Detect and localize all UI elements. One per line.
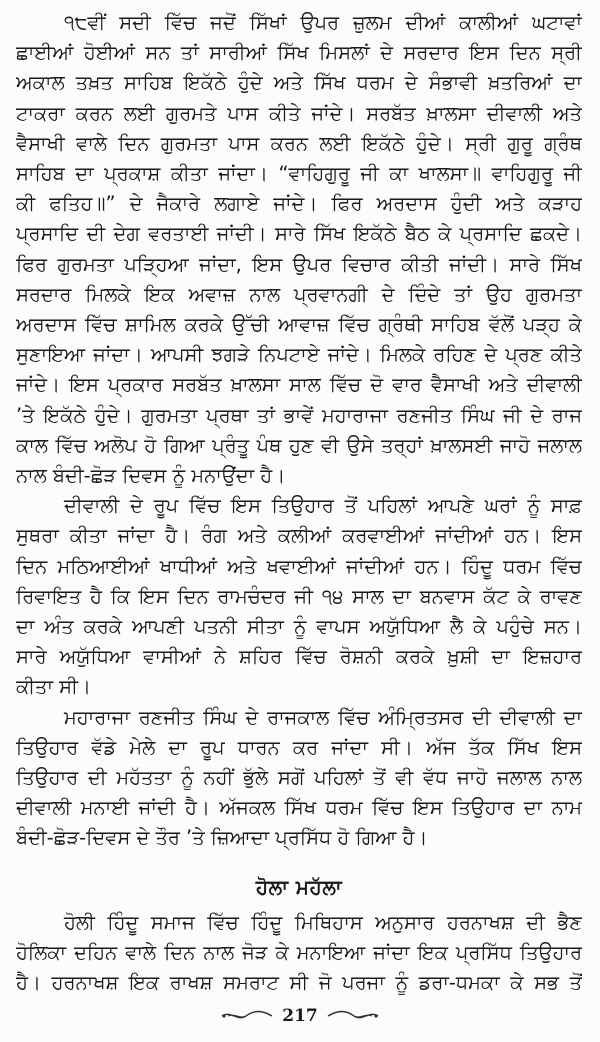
- text-line: ਸੁਥਰਾ ਕੀਤਾ ਜਾਂਦਾ ਹੈ। ਰੰਗ ਅਤੇ ਕਲੀਆਂ ਕਰਵਾਈਆਂ ਜਾਂਦੀਆਂ ਹਨ। ਇਸ: [16, 524, 582, 548]
- text-line: ਵੈਸਾਖੀ ਵਾਲੇ ਦਿਨ ਗੁਰਮਤਾ ਪਾਸ ਕਰਨ ਲਈ ਇਕੱਠੇ ਹੁੰਦੇ। ਸ੍ਰੀ ਗੁਰੂ ਗ੍ਰੰਥ: [16, 131, 582, 155]
- text-line: ਰਿਵਾਇਤ ਹੈ ਕਿ ਇਸ ਦਿਨ ਰਾਮਚੰਦਰ ਜੀ ੧੪ ਸਾਲ ਦਾ ਬਨਵਾਸ ਕੱਟ ਕੇ ਰਾਵਣ: [16, 584, 582, 608]
- text-line: ਫਿਰ ਗੁਰਮਤਾ ਪੜ੍ਹਿਆ ਜਾਂਦਾ, ਇਸ ਉਪਰ ਵਿਚਾਰ ਕੀਤੀ ਜਾਂਦੀ। ਸਾਰੇ ਸਿੱਖ: [16, 252, 582, 276]
- text-line: ਤਿਉਹਾਰ ਵੱਡੇ ਮੇਲੇ ਦਾ ਰੂਪ ਧਾਰਨ ਕਰ ਜਾਂਦਾ ਸੀ। ਅੱਜ ਤੱਕ ਸਿੱਖ ਇਸ: [16, 735, 582, 759]
- text-line: ਹੋਲਿਕਾ ਦਹਿਨ ਵਾਲੇ ਦਿਨ ਨਾਲ ਜੋੜ ਕੇ ਮਨਾਇਆ ਜਾਂਦਾ ਇਕ ਪ੍ਰਸਿੱਧ ਤਿਉਹਾਰ: [16, 940, 582, 964]
- paragraph-3: [16, 703, 582, 854]
- left-ornament-icon: [220, 1009, 274, 1023]
- text-line: ਤਿਉਹਾਰ ਦੀ ਮਹੱਤਤਾ ਨੂੰ ਨਹੀਂ ਭੁੱਲੇ ਸਗੋਂ ਪਹਿਲਾਂ ਤੋਂ ਵੀ ਵੱਧ ਜਾਹੋ ਜਲਾਲ ਨਾਲ: [16, 766, 582, 790]
- section-heading: ਹੋਲਾ ਮਹੱਲਾ: [255, 874, 343, 899]
- text-line: ’ਤੇ ਇਕੱਠੇ ਹੁੰਦੇ। ਗੁਰਮਤਾ ਪ੍ਰਥਾ ਤਾਂ ਭਾਵੇਂ ਮਹਾਰਾਜਾ ਰਣਜੀਤ ਸਿੰਘ ਜੀ ਦੇ ਰਾਜ: [16, 403, 582, 427]
- text-line: ਦੀਵਾਲੀ ਮਨਾਈ ਜਾਂਦੀ ਹੈ। ਅੱਜਕਲ ਸਿੱਖ ਧਰਮ ਵਿੱਚ ਇਸ ਤਿਉਹਾਰ ਦਾ ਨਾਮ: [16, 796, 582, 820]
- text-line: ਕੀ ਫਤਿਹ॥” ਦੇ ਜੈਕਾਰੇ ਲਗਾਏ ਜਾਂਦੇ। ਫਿਰ ਅਰਦਾਸ ਹੁੰਦੀ ਅਤੇ ਕੜਾਹ: [16, 192, 582, 216]
- text-line: ਨਾਲ ਬੰਦੀ-ਛੋੜ ਦਿਵਸ ਨੂੰ ਮਨਾਉਂਦਾ ਹੈ।: [16, 464, 286, 488]
- right-ornament-icon: [326, 1009, 380, 1023]
- text-line: ੧੮ਵੀਂ ਸਦੀ ਵਿੱਚ ਜਦੋਂ ਸਿੱਖਾਂ ਉਪਰ ਜ਼ੁਲਮ ਦੀਆਂ ਕਾਲੀਆਂ ਘਟਾਵਾਂ: [64, 11, 582, 34]
- paragraph-4: [16, 908, 582, 999]
- text-line: ਛਾਈਆਂ ਹੋਈਆਂ ਸਨ ਤਾਂ ਸਾਰੀਆਂ ਸਿੱਖ ਮਿਸਲਾਂ ਦੇ ਸਰਦਾਰ ਇਸ ਦਿਨ ਸ੍ਰੀ: [16, 41, 582, 65]
- text-line: ਦੀਵਾਲੀ ਦੇ ਰੂਪ ਵਿੱਚ ਇਸ ਤਿਉਹਾਰ ਤੋਂ ਪਹਿਲਾਂ ਆਪਣੇ ਘਰਾਂ ਨੂੰ ਸਾਫ਼: [64, 494, 582, 518]
- text-line: ਦਿਨ ਮਠਿਆਈਆਂ ਖਾਧੀਆਂ ਅਤੇ ਖਵਾਈਆਂ ਜਾਂਦੀਆਂ ਹਨ। ਹਿੰਦੂ ਧਰਮ ਵਿੱਚ: [16, 554, 582, 578]
- text-line: ਹੋਲੀ ਹਿੰਦੂ ਸਮਾਜ ਵਿੱਚ ਹਿੰਦੂ ਮਿਥਿਹਾਸ ਅਨੁਸਾਰ ਹਰਨਾਖਸ਼ ਦੀ ਭੈਣ: [64, 910, 582, 934]
- text-line: ਟਾਕਰਾ ਕਰਨ ਲਈ ਗੁਰਮਤੇ ਪਾਸ ਕੀਤੇ ਜਾਂਦੇ। ਸਰਬੱਤ ਖ਼ਾਲਸਾ ਦੀਵਾਲੀ ਅਤੇ: [16, 101, 582, 125]
- text-line: ਪ੍ਰਸਾਦਿ ਦੀ ਦੇਗ ਵਰਤਾਈ ਜਾਂਦੀ। ਸਾਰੇ ਸਿੱਖ ਇਕੱਠੇ ਬੈਠ ਕੇ ਪ੍ਰਸਾਦਿ ਛਕਦੇ।: [16, 222, 582, 246]
- text-line: ਕਾਲ ਵਿੱਚ ਅਲੋਪ ਹੋ ਗਿਆ ਪ੍ਰੰਤੂ ਪੰਥ ਹੁਣ ਵੀ ਉਸੇ ਤਰ੍ਹਾਂ ਖ਼ਾਲਸਈ ਜਾਹੋ ਜਲਾਲ: [16, 433, 582, 457]
- text-line: ਸਾਹਿਬ ਦਾ ਪ੍ਰਕਾਸ਼ ਕੀਤਾ ਜਾਂਦਾ। “ਵਾਹਿਗੁਰੂ ਜੀ ਕਾ ਖਾਲਸਾ॥ ਵਾਹਿਗੁਰੂ ਜੀ: [16, 162, 582, 186]
- paragraph-1: [16, 8, 582, 491]
- text-line: ਅਰਦਾਸ ਵਿੱਚ ਸ਼ਾਮਿਲ ਕਰਕੇ ਉੱਚੀ ਆਵਾਜ਼ ਵਿੱਚ ਗ੍ਰੰਥੀ ਸਾਹਿਬ ਵੱਲੋਂ ਪੜ੍ਹ ਕੇ: [16, 313, 582, 337]
- text-line: ਮਹਾਰਾਜਾ ਰਣਜੀਤ ਸਿੰਘ ਦੇ ਰਾਜਕਾਲ ਵਿੱਚ ਅੰਮ੍ਰਿਤਸਰ ਦੀ ਦੀਵਾਲੀ ਦਾ: [64, 705, 582, 729]
- text-line: ਹੈ। ਹਰਨਾਖਸ਼ ਇਕ ਰਾਖਸ਼ ਸਮਰਾਟ ਸੀ ਜੋ ਪਰਜਾ ਨੂੰ ਡਰਾ-ਧਮਕਾ ਕੇ ਸਭ ਤੋਂ: [16, 971, 582, 995]
- page-footer: [0, 1006, 600, 1026]
- text-line: ਸਾਰੇ ਅਯੁੱਧਿਆ ਵਾਸੀਆਂ ਨੇ ਸ਼ਹਿਰ ਵਿੱਚ ਰੋਸ਼ਨੀ ਕਰਕੇ ਖ਼ੁਸ਼ੀ ਦਾ ਇਜ਼ਹਾਰ: [16, 645, 582, 669]
- text-line: ਜਾਂਦੇ। ਇਸ ਪ੍ਰਕਾਰ ਸਰਬੱਤ ਖ਼ਾਲਸਾ ਸਾਲ ਵਿੱਚ ਦੋ ਵਾਰ ਵੈਸਾਖੀ ਅਤੇ ਦੀਵਾਲੀ: [16, 373, 582, 397]
- text-line: ਦਾ ਅੰਤ ਕਰਕੇ ਆਪਣੀ ਪਤਨੀ ਸੀਤਾ ਨੂੰ ਵਾਪਸ ਅਯੁੱਧਿਆ ਲੈ ਕੇ ਪਹੁੰਚੇ ਸਨ।: [16, 615, 582, 639]
- text-line: ਸਰਦਾਰ ਮਿਲਕੇ ਇਕ ਅਵਾਜ਼ ਨਾਲ ਪ੍ਰਵਾਨਗੀ ਦੇ ਦਿੰਦੇ ਤਾਂ ਉਹ ਗੁਰਮਤਾ: [16, 282, 582, 306]
- paragraph-2: [16, 491, 582, 702]
- text-line: ਕੀਤਾ ਸੀ।: [16, 675, 92, 699]
- page-number: 217: [282, 1006, 318, 1026]
- text-line: ਬੰਦੀ-ਛੋੜ-ਦਿਵਸ ਦੇ ਤੌਰ ’ਤੇ ਜ਼ਿਆਦਾ ਪ੍ਰਸਿੱਧ ਹੋ ਗਿਆ ਹੈ।: [16, 826, 428, 850]
- text-line: ਸੁਣਾਇਆ ਜਾਂਦਾ। ਆਪਸੀ ਝਗੜੇ ਨਿਪਟਾਏ ਜਾਂਦੇ। ਮਿਲਕੇ ਰਹਿਣ ਦੇ ਪ੍ਰਣ ਕੀਤੇ: [16, 343, 582, 367]
- text-line: ਅਕਾਲ ਤਖ਼ਤ ਸਾਹਿਬ ਇਕੱਠੇ ਹੁੰਦੇ ਅਤੇ ਸਿੱਖ ਧਰਮ ਦੇ ਸੰਭਾਵੀ ਖ਼ਤਰਿਆਂ ਦਾ: [16, 71, 582, 95]
